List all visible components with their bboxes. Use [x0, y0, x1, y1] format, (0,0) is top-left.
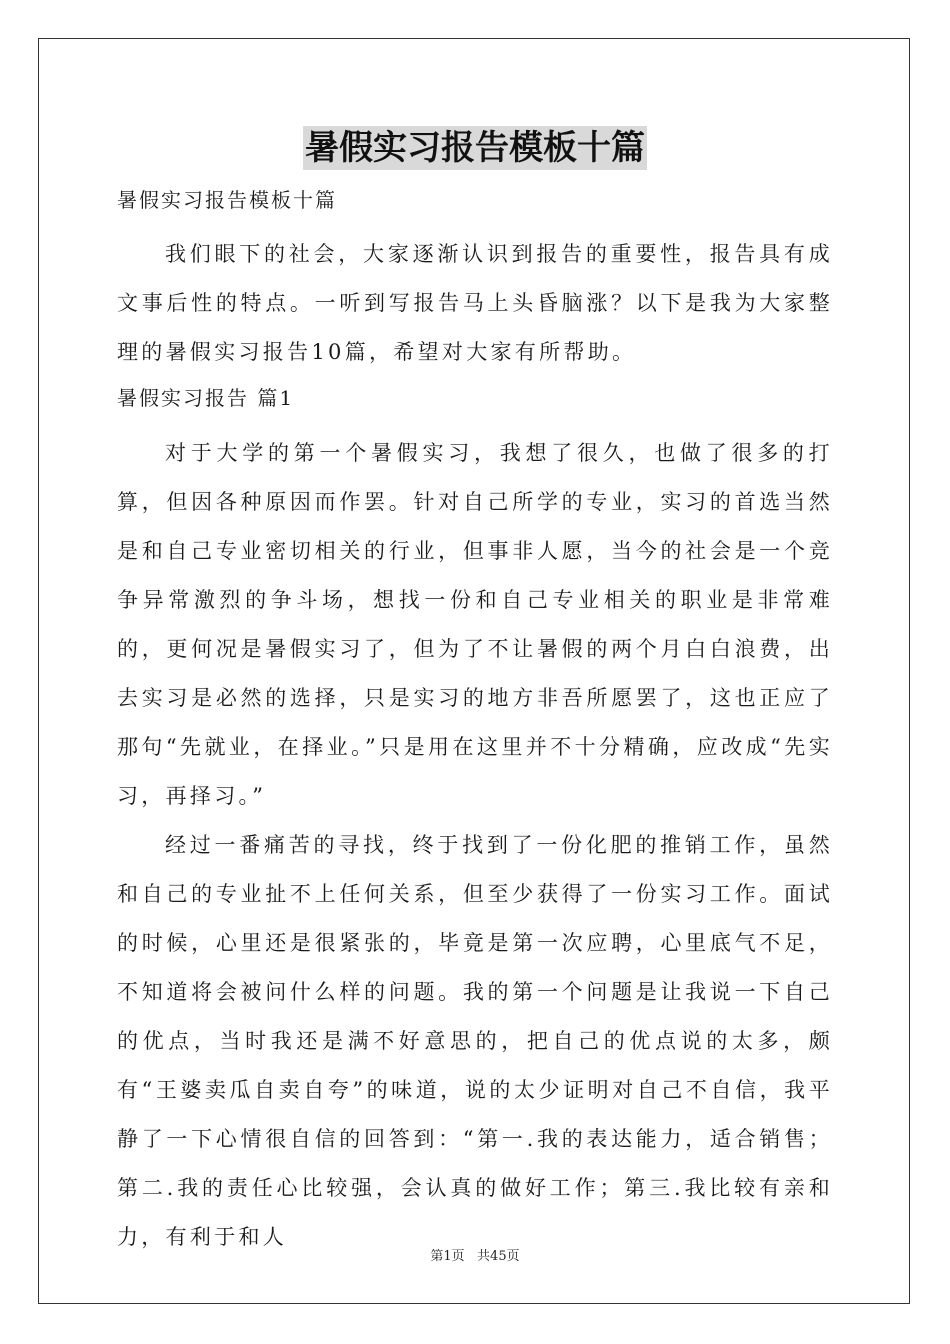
page-footer: 第1页 共45页 — [430, 1249, 520, 1264]
document-body — [117, 180, 833, 1262]
intro-paragraph: 我们眼下的社会，大家逐渐认识到报告的重要性，报告具有成文事后性的特点。一听到写报告马上头昏脑涨？以下是我为大家整理的暑假实习报告10篇，希望对大家有所帮助。 — [117, 242, 833, 364]
document-subtitle: 暑假实习报告模板十篇 — [117, 188, 337, 212]
section-heading: 暑假实习报告 篇1 — [117, 386, 295, 410]
document-title: 暑假实习报告模板十篇 — [305, 128, 645, 168]
title-container — [0, 126, 950, 170]
body-paragraph-1: 对于大学的第一个暑假实习，我想了很久，也做了很多的打算，但因各种原因而作罢。针对自己所学的专业，实习的首选当然是和自己专业密切相关的行业，但事非人愿，当今的社会是一个竞争异常激烈的争斗场，想找一份和自己专业相关的职业是非常难的，更何况是暑假实习了，但为了不让暑假的两个月白白浪费，出去实习是必然的选择，只是实习的地方非吾所愿罢了，这也正应了那句“先就业，在择业。”只是用在这里并不十分精确，应改成“先实习，再择习。” — [117, 441, 833, 808]
body-paragraph-2: 经过一番痛苦的寻找，终于找到了一份化肥的推销工作，虽然和自己的专业扯不上任何关系，但至少获得了一份实习工作。面试的时候，心里还是很紧张的，毕竟是第一次应聘，心里底气不足，不知道将会被问什么样的问题。我的第一个问题是让我说一下自己的优点，当时我还是满不好意思的，把自己的优点说的太多，颇有“王婆卖瓜自卖自夸”的味道，说的太少证明对自己不自信，我平静了一下心情很自信的回答到：“第一.我的表达能力，适合销售；第二.我的责任心比较强，会认真的做好工作；第三.我比较有亲和力，有利于和人 — [117, 833, 833, 1249]
